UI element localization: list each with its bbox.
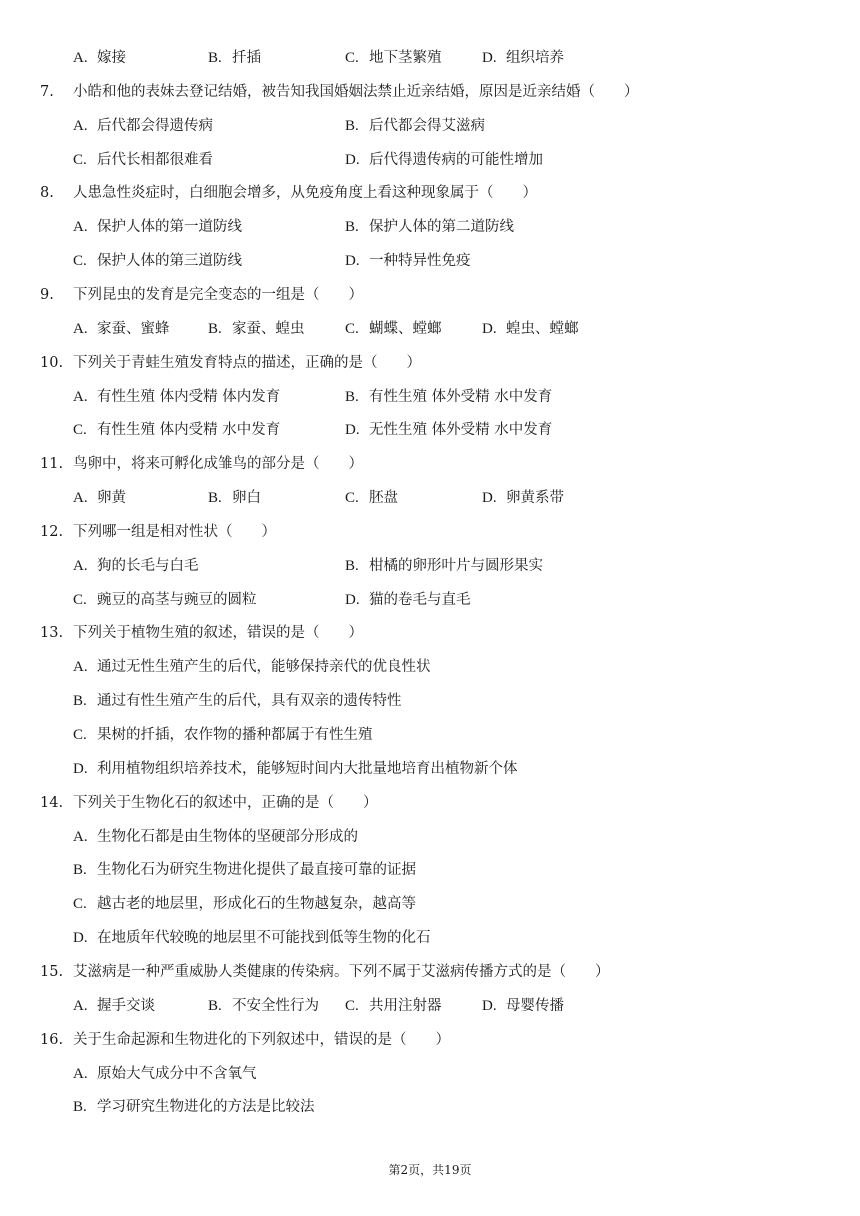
option-letter: C.: [73, 727, 87, 743]
answer-option: [482, 996, 564, 1016]
option-text: 保护人体的第二道防线: [369, 219, 514, 235]
option-letter: A.: [73, 321, 88, 337]
option-letter: A.: [73, 659, 88, 675]
question-number: 14.: [40, 795, 64, 811]
question-text: 鸟卵中，将来可孵化成雏鸟的部分是（ ）: [73, 456, 363, 472]
option-text: 豌豆的高茎与豌豆的圆粒: [97, 592, 257, 608]
option-text: 组织培养: [506, 50, 564, 66]
option-letter: A.: [73, 118, 88, 134]
option-text: 学习研究生物进化的方法是比较法: [97, 1099, 315, 1115]
answer-option: [208, 996, 319, 1016]
option-text: 共用注射器: [369, 998, 442, 1014]
option-letter: B.: [208, 490, 222, 506]
option-text: 猫的卷毛与直毛: [369, 592, 471, 608]
option-text: 有性生殖 体外受精 水中发育: [369, 389, 553, 405]
option-row: [0, 251, 860, 271]
question: [0, 353, 860, 373]
option-letter: C.: [73, 422, 87, 438]
option-text: 一种特异性免疫: [369, 253, 471, 269]
question: [0, 793, 860, 813]
question: [0, 82, 860, 102]
answer-option: [73, 928, 431, 948]
option-text: 扦插: [232, 50, 261, 66]
option-letter: B.: [73, 862, 87, 878]
option-text: 保护人体的第三道防线: [97, 253, 242, 269]
option-text: 越古老的地层里，形成化石的生物越复杂，越高等: [97, 896, 416, 912]
answer-option: [482, 48, 564, 68]
question: [0, 1030, 860, 1050]
option-letter: B.: [208, 50, 222, 66]
option-row: [0, 116, 860, 136]
option-text: 通过无性生殖产生的后代，能够保持亲代的优良性状: [97, 659, 431, 675]
option-text: 家蚕、蜜蜂: [97, 321, 170, 337]
question-text: 下列昆虫的发育是完全变态的一组是（ ）: [73, 287, 363, 303]
question-text: 下列哪一组是相对性状（ ）: [73, 524, 276, 540]
option-letter: A.: [73, 389, 88, 405]
option-text: 有性生殖 体内受精 水中发育: [97, 422, 281, 438]
option-letter: B.: [345, 219, 359, 235]
answer-option: [73, 590, 257, 610]
question: [0, 623, 860, 643]
option-row: [0, 725, 860, 745]
answer-option: [345, 996, 442, 1016]
answer-option: [73, 556, 199, 576]
option-row: [0, 590, 860, 610]
option-text: 不安全性行为: [232, 998, 319, 1014]
option-letter: B.: [345, 118, 359, 134]
question: [0, 183, 860, 203]
answer-option: [73, 48, 126, 68]
option-letter: A.: [73, 998, 88, 1014]
answer-option: [73, 319, 170, 339]
answer-option: [345, 116, 485, 136]
option-text: 卵黄系带: [506, 490, 564, 506]
option-text: 果树的扦插，农作物的播种都属于有性生殖: [97, 727, 373, 743]
answer-option: [345, 150, 543, 170]
option-letter: A.: [73, 1066, 88, 1082]
question: [0, 454, 860, 474]
question-text: 艾滋病是一种严重威胁人类健康的传染病。下列不属于艾滋病传播方式的是（ ）: [73, 964, 610, 980]
answer-option: [73, 894, 416, 914]
option-letter: B.: [73, 693, 87, 709]
option-row: [0, 488, 860, 508]
option-letter: B.: [73, 1099, 87, 1115]
answer-option: [73, 420, 280, 440]
option-letter: D.: [482, 490, 497, 506]
option-text: 家蚕、蝗虫: [232, 321, 305, 337]
answer-option: [345, 488, 398, 508]
question-number: 10.: [40, 355, 64, 371]
answer-option: [345, 217, 514, 237]
option-text: 蝗虫、螳螂: [506, 321, 579, 337]
option-letter: A.: [73, 829, 88, 845]
answer-option: [345, 251, 471, 271]
option-row: [0, 928, 860, 948]
option-letter: C.: [345, 50, 359, 66]
option-text: 握手交谈: [97, 998, 155, 1014]
answer-option: [73, 657, 431, 677]
option-text: 后代长相都很难看: [97, 152, 213, 168]
option-text: 无性生殖 体外受精 水中发育: [369, 422, 553, 438]
option-row: [0, 387, 860, 407]
answer-option: [73, 150, 213, 170]
option-row: [0, 996, 860, 1016]
option-letter: A.: [73, 219, 88, 235]
option-text: 通过有性生殖产生的后代，具有双亲的遗传特性: [97, 693, 402, 709]
option-letter: D.: [73, 761, 88, 777]
option-text: 卵黄: [97, 490, 126, 506]
option-letter: B.: [345, 389, 359, 405]
option-text: 嫁接: [97, 50, 126, 66]
option-text: 保护人体的第一道防线: [97, 219, 242, 235]
option-letter: A.: [73, 490, 88, 506]
option-text: 原始大气成分中不含氧气: [97, 1066, 257, 1082]
option-letter: A.: [73, 50, 88, 66]
option-row: [0, 827, 860, 847]
question: [0, 522, 860, 542]
option-text: 卵白: [232, 490, 261, 506]
question-number: 7.: [40, 84, 54, 100]
answer-option: [73, 996, 155, 1016]
option-letter: B.: [345, 558, 359, 574]
option-letter: B.: [208, 998, 222, 1014]
answer-option: [73, 387, 280, 407]
option-letter: C.: [73, 152, 87, 168]
answer-option: [73, 1064, 257, 1084]
answer-option: [208, 48, 261, 68]
question-text: 关于生命起源和生物进化的下列叙述中，错误的是（ ）: [73, 1032, 450, 1048]
answer-option: [345, 319, 442, 339]
question-number: 11.: [40, 456, 64, 472]
question-number: 9.: [40, 287, 54, 303]
option-text: 后代都会得艾滋病: [369, 118, 485, 134]
answer-option: [73, 827, 358, 847]
option-row: [0, 894, 860, 914]
option-letter: D.: [345, 152, 360, 168]
option-letter: D.: [482, 998, 497, 1014]
answer-option: [345, 556, 543, 576]
option-text: 后代得遗传病的可能性增加: [369, 152, 543, 168]
question-number: 16.: [40, 1032, 64, 1048]
answer-option: [73, 1097, 315, 1117]
option-row: [0, 556, 860, 576]
answer-option: [208, 319, 305, 339]
option-row: [0, 860, 860, 880]
question-text: 小皓和他的表妹去登记结婚，被告知我国婚姻法禁止近亲结婚，原因是近亲结婚（ ）: [73, 84, 639, 100]
option-text: 蝴蝶、螳螂: [369, 321, 442, 337]
answer-option: [73, 725, 373, 745]
option-letter: D.: [73, 930, 88, 946]
answer-option: [73, 860, 416, 880]
option-letter: B.: [208, 321, 222, 337]
option-row: [0, 759, 860, 779]
question-text: 下列关于青蛙生殖发育特点的描述，正确的是（ ）: [73, 355, 421, 371]
option-row: [0, 420, 860, 440]
option-letter: A.: [73, 558, 88, 574]
question-number: 8.: [40, 185, 54, 201]
question-number: 15.: [40, 964, 64, 980]
answer-option: [73, 759, 518, 779]
answer-option: [345, 420, 552, 440]
question-text: 下列关于生物化石的叙述中，正确的是（ ）: [73, 795, 378, 811]
answer-option: [73, 488, 126, 508]
option-row: [0, 319, 860, 339]
answer-option: [345, 590, 471, 610]
option-text: 地下茎繁殖: [369, 50, 442, 66]
option-letter: C.: [73, 592, 87, 608]
option-letter: D.: [345, 422, 360, 438]
option-letter: C.: [73, 896, 87, 912]
option-text: 柑橘的卵形叶片与圆形果实: [369, 558, 543, 574]
answer-option: [73, 217, 242, 237]
option-text: 后代都会得遗传病: [97, 118, 213, 134]
option-row: [0, 1064, 860, 1084]
option-text: 利用植物组织培养技术，能够短时间内大批量地培育出植物新个体: [97, 761, 518, 777]
answer-option: [73, 691, 402, 711]
question-number: 12.: [40, 524, 64, 540]
option-letter: C.: [345, 998, 359, 1014]
option-row: [0, 150, 860, 170]
option-letter: D.: [482, 321, 497, 337]
option-letter: C.: [345, 321, 359, 337]
answer-option: [482, 488, 564, 508]
answer-option: [345, 387, 552, 407]
option-text: 狗的长毛与白毛: [97, 558, 199, 574]
option-text: 母婴传播: [506, 998, 564, 1014]
option-row: [0, 48, 860, 68]
question-number: 13.: [40, 625, 64, 641]
question-text: 下列关于植物生殖的叙述，错误的是（ ）: [73, 625, 363, 641]
page-footer: 第2页，共19页: [388, 1163, 472, 1177]
option-letter: D.: [482, 50, 497, 66]
option-row: [0, 691, 860, 711]
answer-option: [208, 488, 261, 508]
option-letter: D.: [345, 592, 360, 608]
question: [0, 962, 860, 982]
option-row: [0, 1097, 860, 1117]
option-text: 生物化石都是由生物体的坚硬部分形成的: [97, 829, 358, 845]
answer-option: [345, 48, 442, 68]
option-letter: C.: [73, 253, 87, 269]
answer-option: [482, 319, 579, 339]
option-text: 胚盘: [369, 490, 398, 506]
option-text: 有性生殖 体内受精 体内发育: [97, 389, 281, 405]
option-letter: C.: [345, 490, 359, 506]
option-row: [0, 217, 860, 237]
answer-option: [73, 116, 213, 136]
answer-option: [73, 251, 242, 271]
option-text: 生物化石为研究生物进化提供了最直接可靠的证据: [97, 862, 416, 878]
option-text: 在地质年代较晚的地层里不可能找到低等生物的化石: [97, 930, 431, 946]
question: [0, 285, 860, 305]
option-row: [0, 657, 860, 677]
question-text: 人患急性炎症时，白细胞会增多，从免疫角度上看这种现象属于（ ）: [73, 185, 537, 201]
option-letter: D.: [345, 253, 360, 269]
